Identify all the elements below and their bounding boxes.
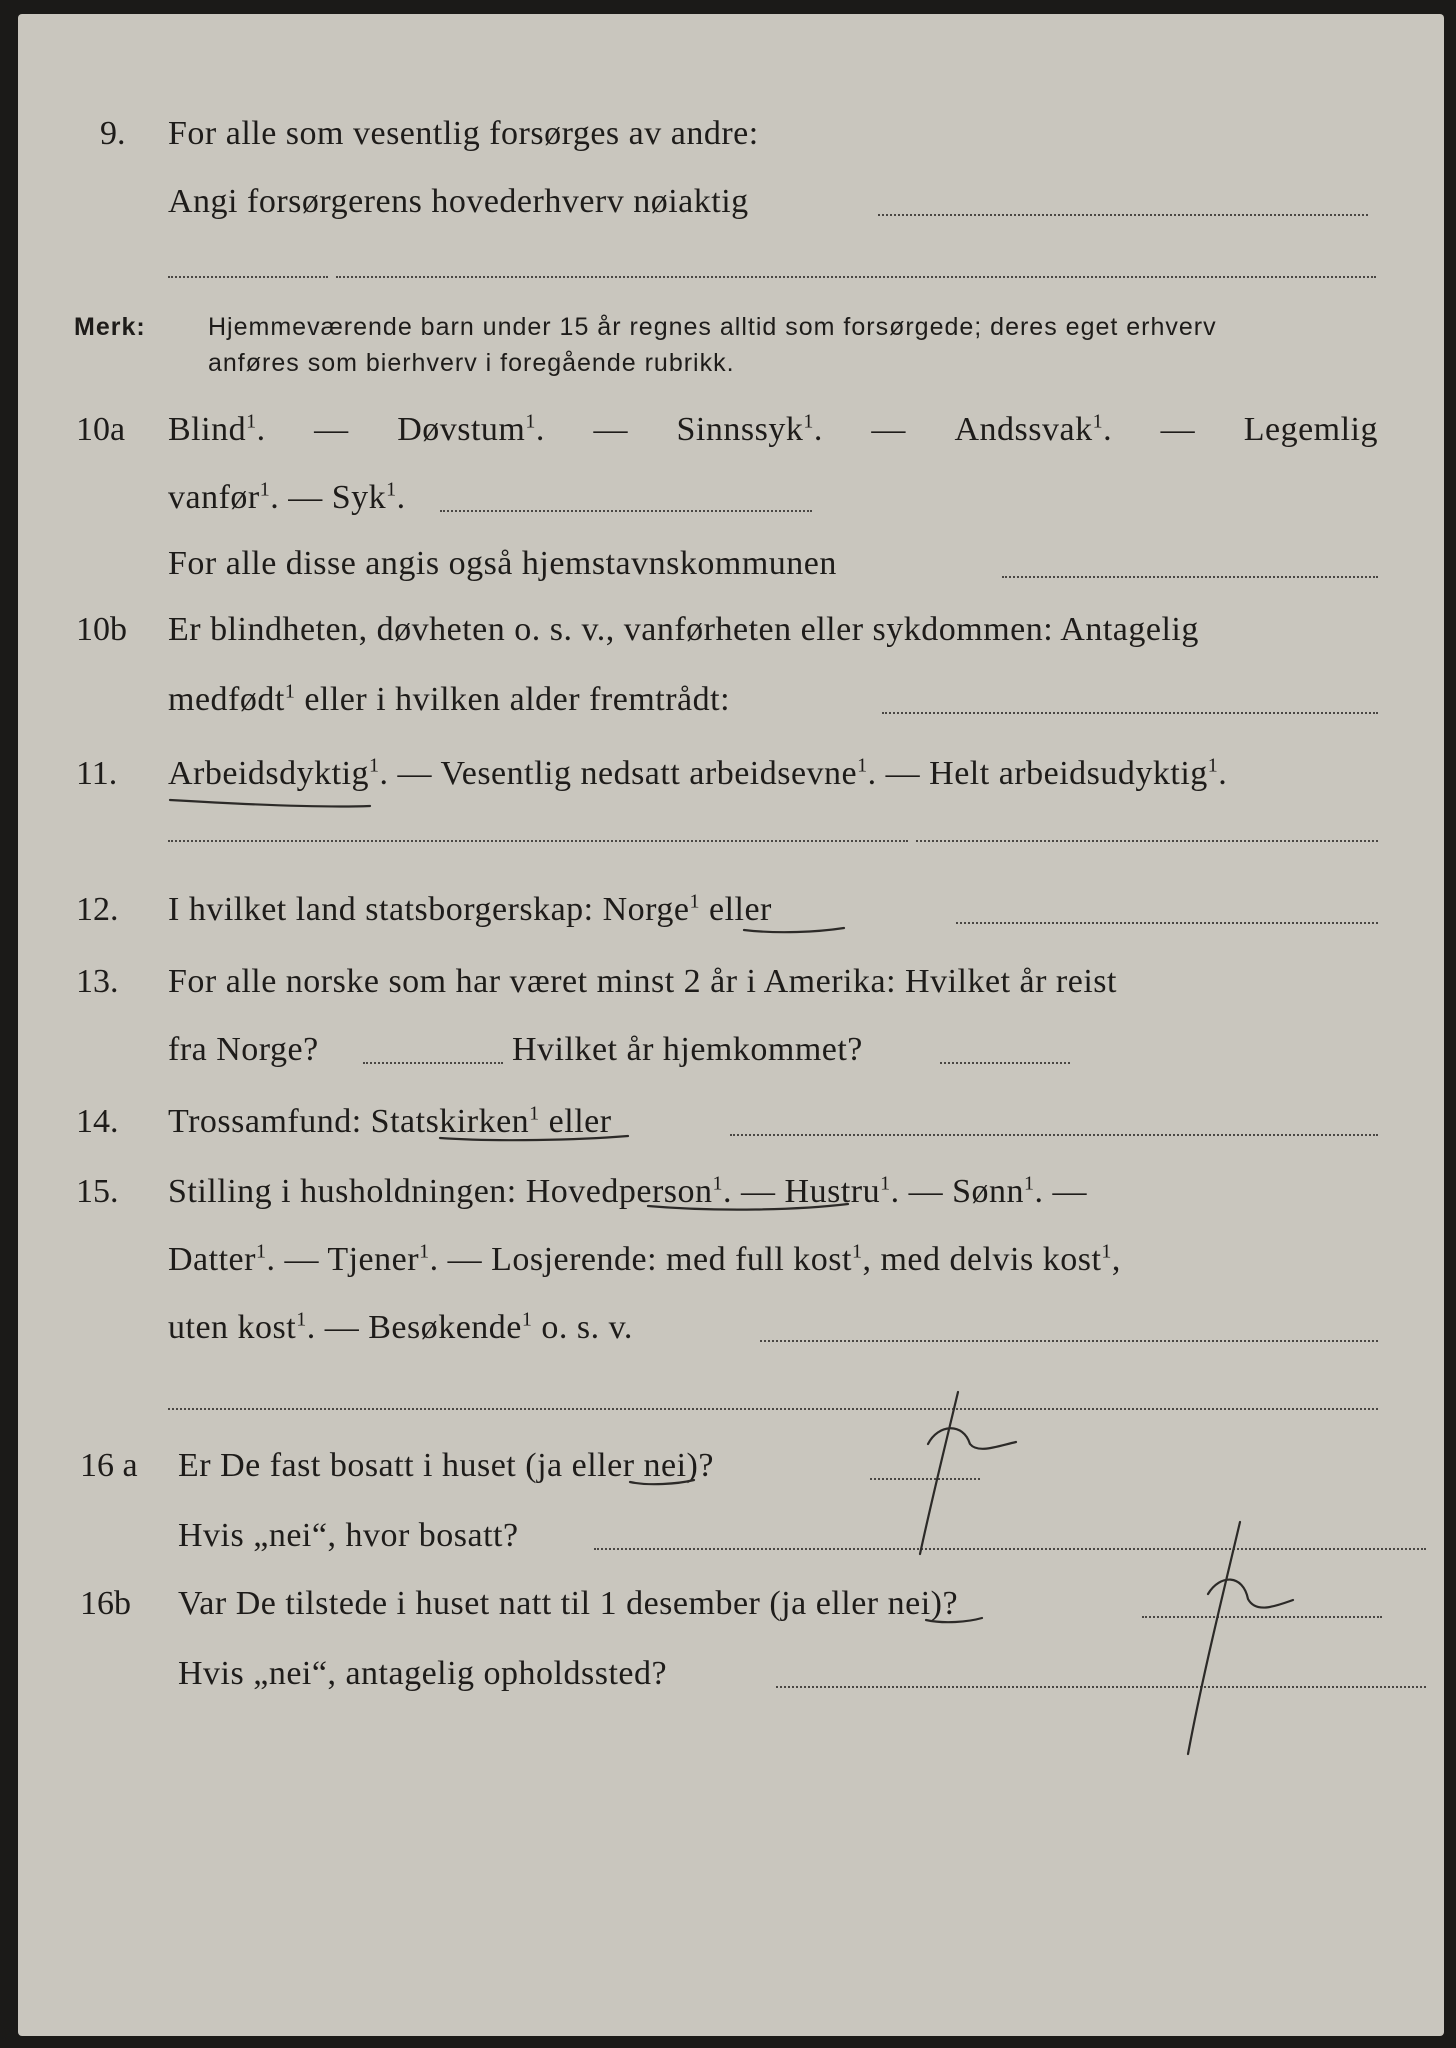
note-line1: Hjemmeværende barn under 15 år regnes alltid som forsørgede; deres eget erhverv	[208, 313, 1217, 341]
q14-line1: Trossamfund: Statskirken$^1$ eller	[168, 1102, 612, 1140]
underline-ja-16b	[926, 1618, 982, 1622]
item-number-16a: 16 a	[80, 1447, 138, 1484]
item-number-16b: 16b	[80, 1585, 131, 1622]
q9-line2: Angi forsørgerens hovederhverv nøiaktig	[168, 183, 749, 220]
note-line2: anføres som bierhverv i foregående rubrikk.	[208, 349, 735, 377]
item-number-11: 11.	[76, 755, 118, 792]
q13-line2b: Hvilket år hjemkommet?	[512, 1031, 863, 1068]
q11-line1: Arbeidsdyktig$^1$. — Vesentlig nedsatt arbeidsevne$^1$. — Helt arbeidsudyktig$^1$.	[168, 754, 1228, 792]
underline-ja-16a	[630, 1480, 694, 1484]
item-number-15: 15.	[76, 1173, 119, 1210]
q15-line1: Stilling i husholdningen: Hovedperson$^1$. — Hustru$^1$. — Sønn$^1$. —	[168, 1172, 1088, 1210]
handwriting-layer	[18, 14, 1444, 2036]
option-andssvak: Andssvak$^1$.	[954, 410, 1113, 448]
note-label: Merk:	[74, 313, 146, 341]
q13-line1: For alle norske som har været minst 2 år i Amerika: Hvilket år reist	[168, 963, 1117, 1000]
handwritten-ja-16b	[1188, 1522, 1293, 1754]
q16b-line2: Hvis „nei“, antagelig opholdssted?	[178, 1655, 668, 1692]
q16b-line1: Var De tilstede i huset natt til 1 desember (ja eller nei)?	[178, 1585, 959, 1622]
underline-arbeidsdyktig	[170, 800, 370, 807]
q10a-line2: vanfør$^1$. — Syk$^1$.	[168, 478, 406, 516]
q10a-line3: For alle disse angis også hjemstavnskommunen	[168, 545, 837, 582]
handwritten-ja-16a	[920, 1392, 1016, 1554]
q10b-line1: Er blindheten, døvheten o. s. v., vanførheten eller sykdommen: Antagelig	[168, 611, 1199, 648]
item-number-9: 9.	[100, 115, 126, 152]
q15-line2: Datter$^1$. — Tjener$^1$. — Losjerende: med full kost$^1$, med delvis kost$^1$,	[168, 1240, 1121, 1278]
item-number-10b: 10b	[76, 611, 127, 648]
underline-statskirken	[440, 1136, 628, 1140]
item-number-12: 12.	[76, 891, 119, 928]
q15-line3: uten kost$^1$. — Besøkende$^1$ o. s. v.	[168, 1308, 633, 1346]
item-number-10a: 10a	[76, 411, 126, 448]
option-dovstum: Døvstum$^1$.	[397, 410, 545, 448]
q12-line1: I hvilket land statsborgerskap: Norge$^1$ eller	[168, 890, 772, 928]
q16a-line2: Hvis „nei“, hvor bosatt?	[178, 1517, 519, 1554]
q13-line2a: fra Norge?	[168, 1031, 319, 1068]
item-number-13: 13.	[76, 963, 119, 1000]
q9-line1: For alle som vesentlig forsørges av andre:	[168, 115, 759, 152]
underline-hovedperson	[648, 1204, 848, 1210]
q16a-line1: Er De fast bosatt i huset (ja eller nei)?	[178, 1447, 714, 1484]
q10a-options-row: Blind$^1$. — Døvstum$^1$. — Sinnssyk$^1$. — Andssvak$^1$. — Legemlig	[168, 410, 1378, 448]
option-legemlig: Legemlig	[1243, 411, 1378, 448]
underline-norge	[744, 928, 844, 932]
item-number-14: 14.	[76, 1103, 119, 1140]
option-blind: Blind$^1$.	[168, 410, 266, 448]
option-sinnssyk: Sinnssyk$^1$.	[676, 410, 823, 448]
q10b-line2: medfødt$^1$ eller i hvilken alder fremtrådt:	[168, 680, 731, 718]
census-form-page	[18, 14, 1444, 2036]
